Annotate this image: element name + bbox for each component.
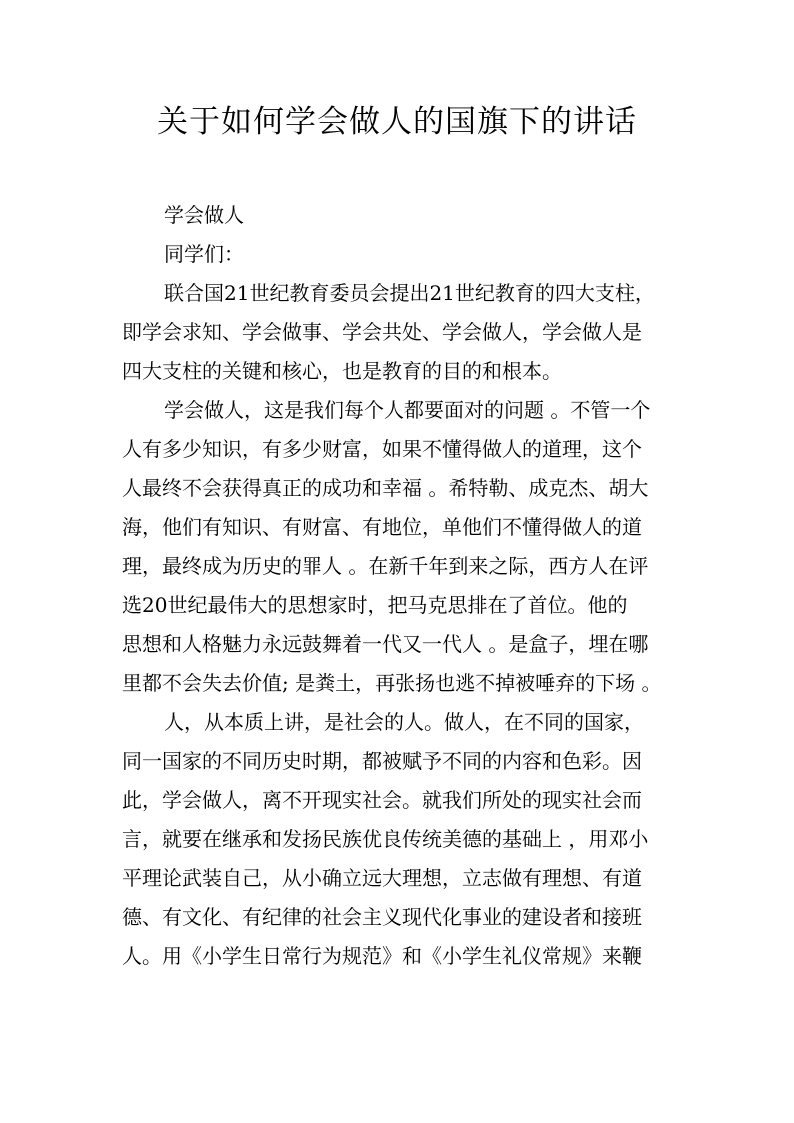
text-line: 德、有文化、有纪律的社会主义现代化事业的建设者和接班: [122, 905, 642, 929]
text-line: 海，他们有知识、有财富、有地位，单他们不懂得做人的道: [122, 515, 642, 539]
text-line: 联合国21世纪教育委员会提出21世纪教育的四大支柱，: [164, 281, 655, 305]
text-line: 人。用《小学生日常行为规范》和《小学生礼仪常规》来鞭: [122, 944, 642, 968]
text-line: 人，从本质上讲，是社会的人。做人，在不同的国家，: [164, 710, 644, 734]
text-line: 平理论武装自己，从小确立远大理想，立志做有理想、有道: [122, 866, 642, 890]
text-line: 人最终不会获得真正的成功和幸福 。希特勒、成克杰、胡大: [122, 476, 649, 500]
document-body: [122, 196, 682, 976]
text-line: 学会做人，这是我们每个人都要面对的问题 。不管一个: [164, 398, 651, 422]
text-line: 人有多少知识，有多少财富，如果不懂得做人的道理，这个: [122, 437, 642, 461]
text-line: 此，学会做人，离不开现实社会。就我们所处的现实社会而: [122, 788, 642, 812]
text-line: 理，最终成为历史的罪人 。在新千年到来之际，西方人在评: [122, 554, 649, 578]
text-line: 里都不会失去价值; 是粪土，再张扬也逃不掉被唾弃的下场 。: [122, 671, 662, 695]
text-line: 学会做人: [164, 203, 244, 227]
text-line: 言，就要在继承和发扬民族优良传统美德的基础上 ，用邓小: [122, 827, 649, 851]
text-line: 四大支柱的关键和核心，也是教育的目的和根本。: [122, 359, 562, 383]
text-line: 选20世纪最伟大的思想家时，把马克思排在了首位。他的: [122, 593, 628, 617]
text-line: 同一国家的不同历史时期，都被赋予不同的内容和色彩。因: [122, 749, 642, 773]
text-line: 思想和人格魅力永远鼓舞着一代又一代人 。是盒子，埋在哪: [122, 632, 649, 656]
text-line: 即学会求知、学会做事、学会共处、学会做人，学会做人是: [122, 320, 642, 344]
text-line: 同学们：: [164, 242, 244, 266]
document-title: 关于如何学会做人的国旗下的讲话: [157, 104, 637, 140]
